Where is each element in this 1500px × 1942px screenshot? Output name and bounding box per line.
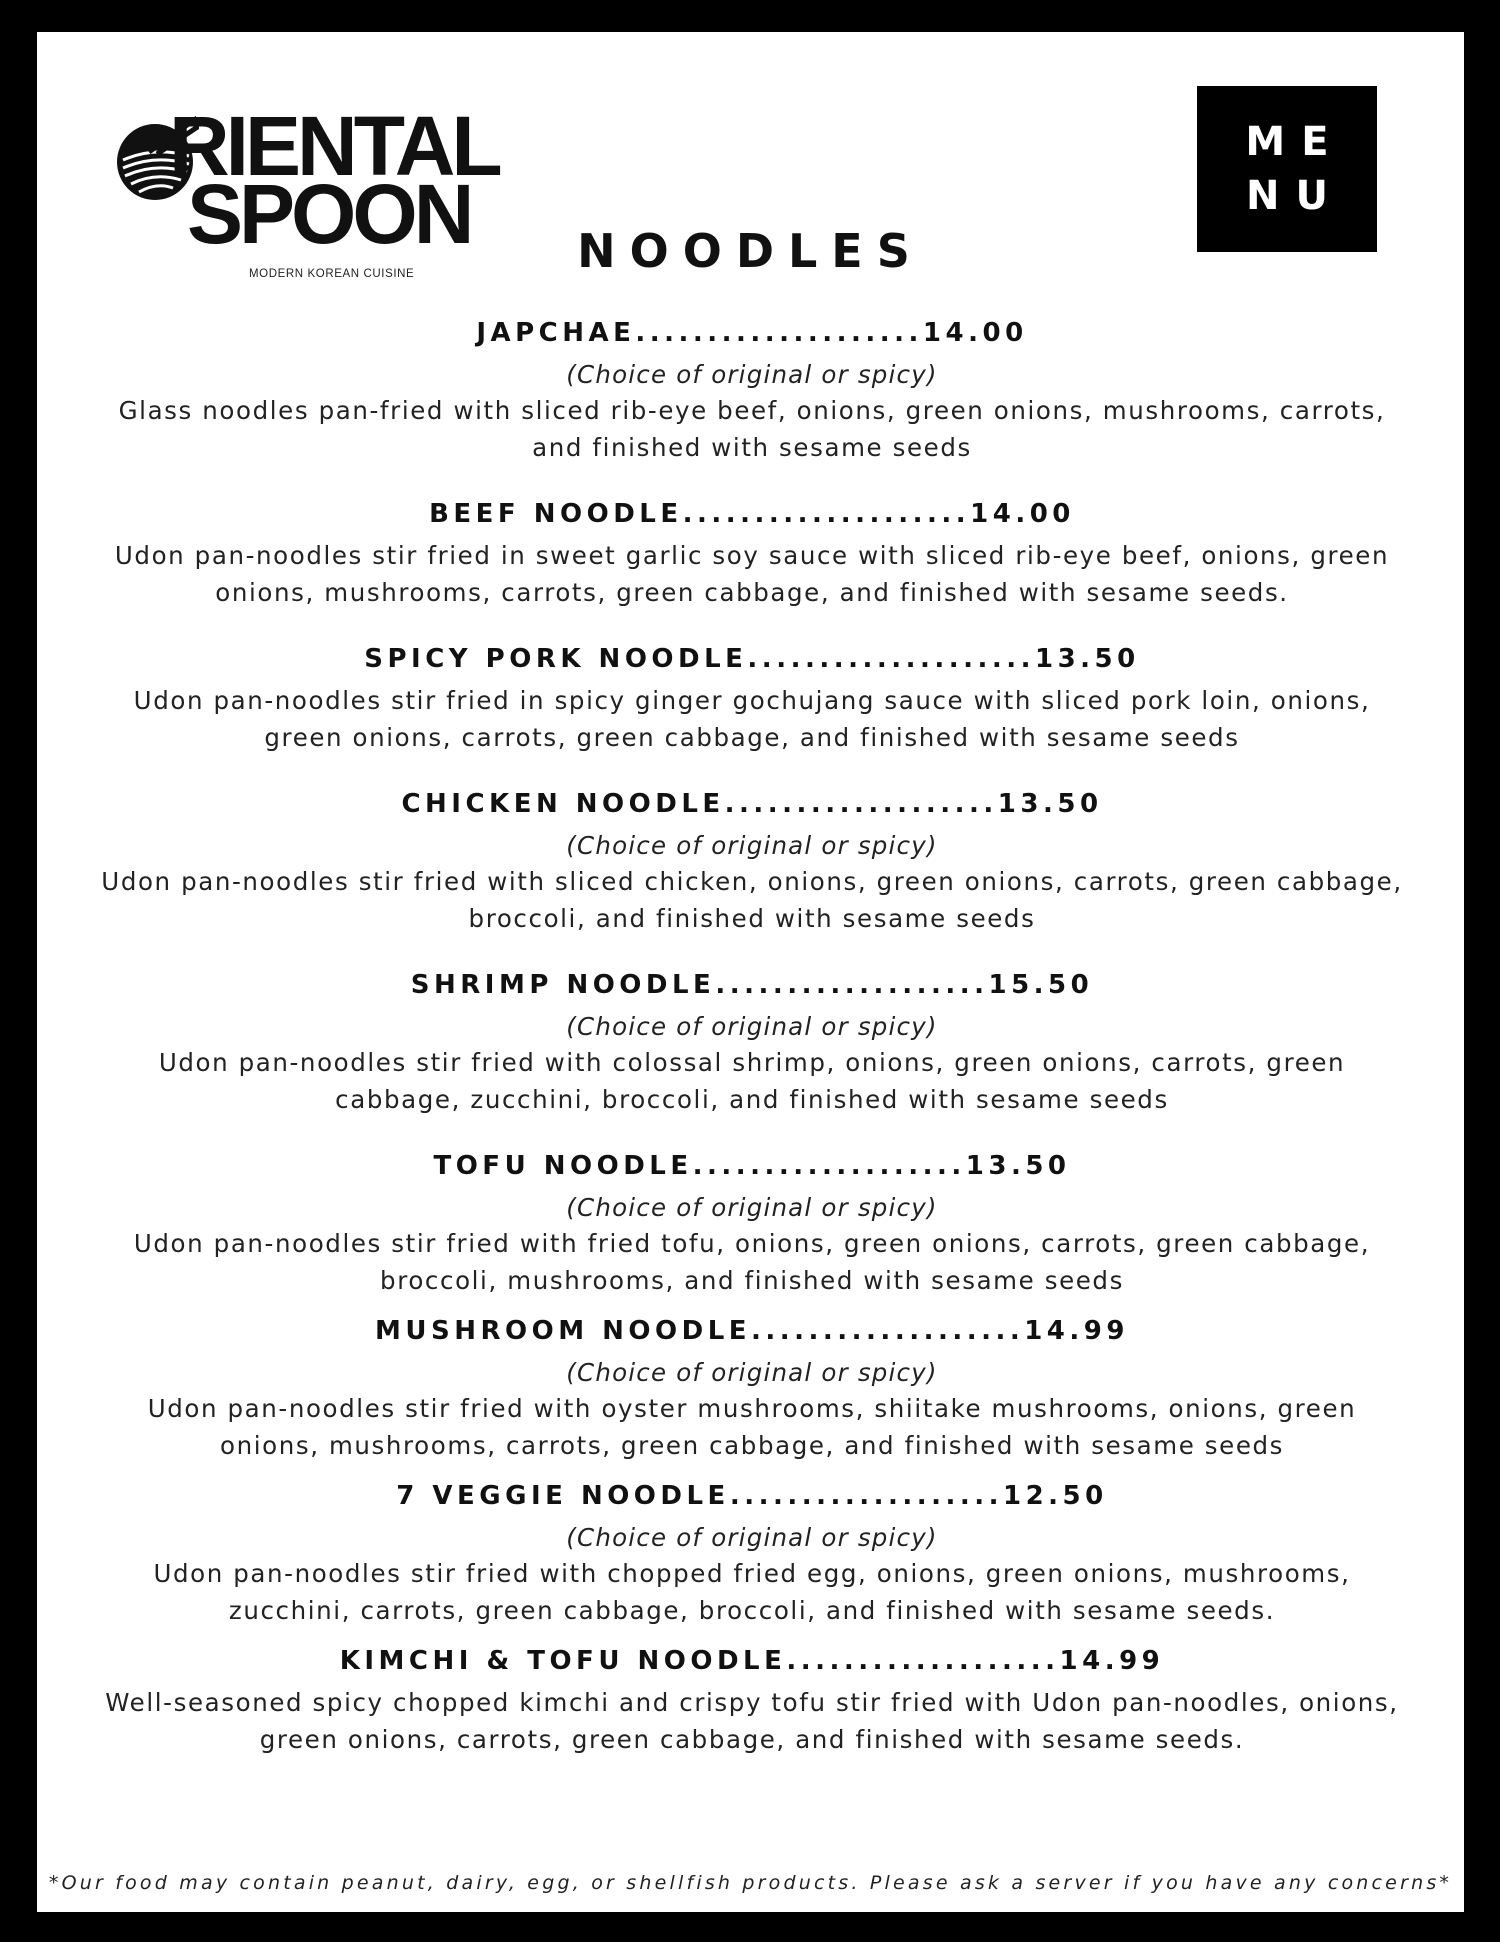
- menu-item-choice: (Choice of original or spicy): [566, 1358, 938, 1387]
- menu-item: [97, 786, 1407, 937]
- menu-badge-line-1: ME: [1245, 119, 1345, 165]
- menu-item-description: Udon pan-noodles stir fried with sliced chicken, onions, green onions, carrots, green cabbage, broccoli, and finished with sesame seeds: [101, 867, 1403, 933]
- menu-item-title: KIMCHI & TOFU NOODLE...................14.99: [339, 1646, 1165, 1676]
- menu-item-title: BEEF NOODLE....................14.00: [429, 499, 1075, 529]
- menu-item-title: MUSHROOM NOODLE...................14.99: [375, 1316, 1129, 1346]
- menu-page: [37, 32, 1464, 1912]
- allergen-footnote: *Our food may contain peanut, dairy, egg, or shellfish products. Please ask a server if you have any concerns*: [48, 1872, 1453, 1894]
- menu-item-title: SHRIMP NOODLE...................15.50: [410, 970, 1094, 1000]
- menu-item-title: 7 VEGGIE NOODLE...................12.50: [396, 1481, 1108, 1511]
- menu-item-title: JAPCHAE....................14.00: [476, 318, 1028, 348]
- menu-item-title: CHICKEN NOODLE...................13.50: [401, 789, 1103, 819]
- menu-badge-line-2: NU: [1246, 173, 1344, 219]
- menu-item-description: Glass noodles pan-fried with sliced rib-eye beef, onions, green onions, mushrooms, carrots, and finished with sesame seeds: [118, 396, 1386, 462]
- menu-item: [97, 1478, 1407, 1629]
- menu-item: [97, 496, 1407, 611]
- menu-item: [97, 1148, 1407, 1299]
- menu-item-choice: (Choice of original or spicy): [566, 360, 938, 389]
- menu-item-description: Udon pan-noodles stir fried with fried tofu, onions, green onions, carrots, green cabbage, broccoli, mushrooms, and finished with sesame seeds: [133, 1229, 1371, 1295]
- section-title: NOODLES: [577, 224, 924, 278]
- logo-tagline: MODERN KOREAN CUISINE: [249, 268, 415, 280]
- menu-item-title: SPICY PORK NOODLE....................13.50: [364, 644, 1140, 674]
- menu-item-description: Udon pan-noodles stir fried with oyster mushrooms, shiitake mushrooms, onions, green onions, mushrooms, carrots, green cabbage, and finished with sesame seeds: [147, 1394, 1357, 1460]
- logo-word-spoon: SPOON: [187, 167, 471, 261]
- menu-item-description: Udon pan-noodles stir fried in sweet garlic soy sauce with sliced rib-eye beef, onions, green onions, mushrooms, carrots, green cabbage, and finished with sesame seeds.: [114, 541, 1390, 607]
- menu-item-choice: (Choice of original or spicy): [566, 1523, 938, 1552]
- menu-item-description: Well-seasoned spicy chopped kimchi and crispy tofu stir fried with Udon pan-noodles, onions, green onions, carrots, green cabbage, and finished with sesame seeds.: [105, 1688, 1399, 1754]
- menu-items-list: [97, 315, 1407, 1758]
- menu-item: [97, 315, 1407, 466]
- menu-item-title: TOFU NOODLE...................13.50: [433, 1151, 1071, 1181]
- menu-item-description: Udon pan-noodles stir fried in spicy ginger gochujang sauce with sliced pork loin, onions, green onions, carrots, green cabbage, and finished with sesame seeds: [133, 686, 1371, 752]
- menu-item-choice: (Choice of original or spicy): [566, 1193, 938, 1222]
- logo-word-oriental: RIENTAL: [169, 99, 499, 193]
- menu-item-description: Udon pan-noodles stir fried with chopped fried egg, onions, green onions, mushrooms, zucchini, carrots, green cabbage, broccoli, and finished with sesame seeds.: [153, 1559, 1351, 1625]
- menu-item-choice: (Choice of original or spicy): [566, 1012, 938, 1041]
- menu-item-choice: (Choice of original or spicy): [566, 831, 938, 860]
- menu-item: [97, 1313, 1407, 1464]
- menu-item: [97, 967, 1407, 1118]
- menu-item-description: Udon pan-noodles stir fried with colossal shrimp, onions, green onions, carrots, green cabbage, zucchini, broccoli, and finished with sesame seeds: [158, 1048, 1346, 1114]
- menu-item: [97, 641, 1407, 756]
- menu-item: [97, 1643, 1407, 1758]
